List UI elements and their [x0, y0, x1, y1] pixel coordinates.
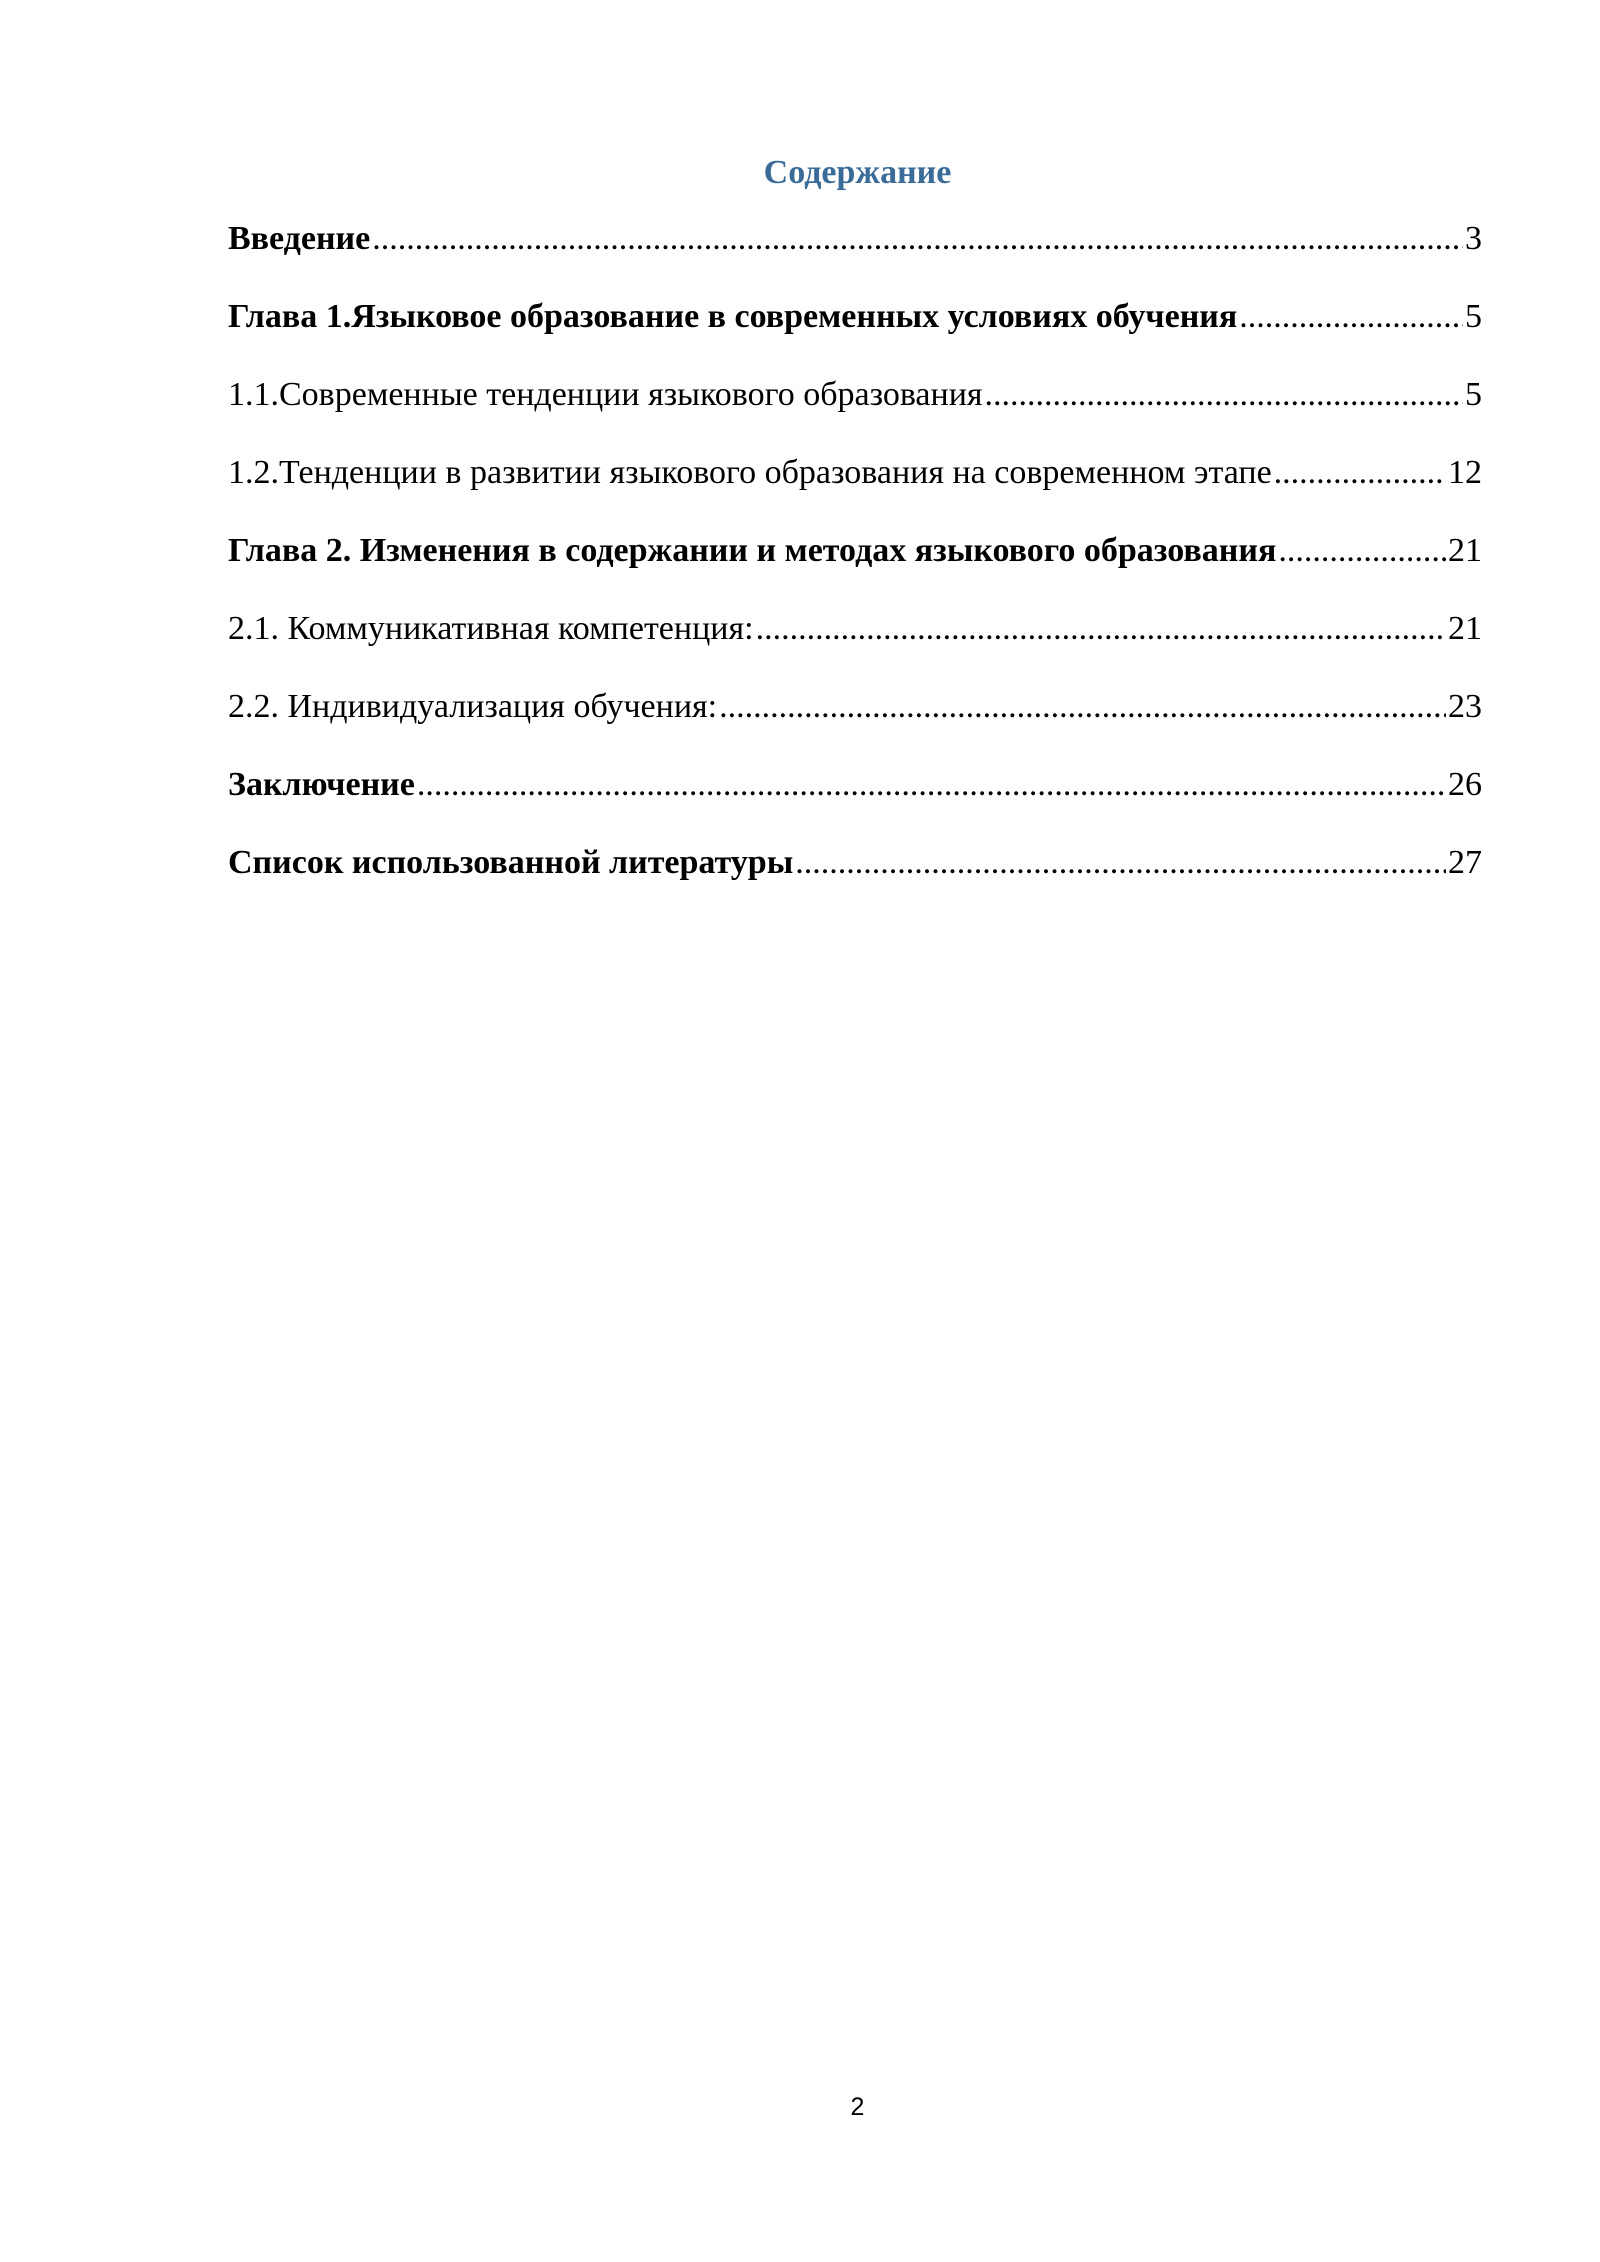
toc-entry-page: 5: [1465, 376, 1482, 413]
page-number: 2: [850, 2093, 865, 2121]
toc-entry-text: 1.2.Тенденции в развитии языкового образования на современном этапе: [228, 454, 1272, 491]
toc-entry-page: 21: [1448, 610, 1482, 647]
toc-dot-leader: [417, 758, 1446, 812]
toc-entry-bibliography[interactable]: [228, 836, 1482, 914]
toc-entry-page: 27: [1448, 844, 1482, 881]
toc-entry-chapter-1[interactable]: [228, 290, 1482, 368]
toc-entry-text: 2.1. Коммуникативная компетенция:: [228, 610, 754, 647]
toc-dot-leader: [1278, 524, 1446, 578]
toc-entry-text: Глава 1.Языковое образование в современных условиях обучения: [228, 298, 1238, 335]
toc-dot-leader: [1274, 446, 1446, 500]
toc-entry-page: 5: [1465, 298, 1482, 335]
toc-dot-leader: [985, 368, 1463, 422]
toc-entry-text: Заключение: [228, 766, 415, 803]
toc-dot-leader: [795, 836, 1446, 890]
toc-entry-section-1-2[interactable]: [228, 446, 1482, 524]
toc-entry-text: 1.1.Современные тенденции языкового образования: [228, 376, 983, 413]
toc-dot-leader: [372, 212, 1463, 266]
toc-entry-text: 2.2. Индивидуализация обучения:: [228, 688, 718, 725]
toc-entry-section-1-1[interactable]: [228, 368, 1482, 446]
toc-entry-page: 26: [1448, 766, 1482, 803]
toc-entry-section-2-1[interactable]: [228, 602, 1482, 680]
toc-entry-page: 21: [1448, 532, 1482, 569]
table-of-contents: [228, 212, 1482, 914]
toc-entry-text: Список использованной литературы: [228, 844, 794, 881]
toc-entry-page: 23: [1448, 688, 1482, 725]
toc-entry-conclusion[interactable]: [228, 758, 1482, 836]
toc-entry-introduction[interactable]: [228, 212, 1482, 290]
toc-entry-chapter-2[interactable]: [228, 524, 1482, 602]
toc-entry-text: Глава 2. Изменения в содержании и методах языкового образования: [228, 532, 1277, 569]
toc-entry-page: 3: [1465, 220, 1482, 257]
toc-dot-leader: [719, 680, 1446, 734]
toc-entry-text: Введение: [228, 220, 371, 257]
toc-entry-section-2-2[interactable]: [228, 680, 1482, 758]
toc-entry-page: 12: [1448, 454, 1482, 491]
toc-dot-leader: [756, 602, 1446, 656]
toc-dot-leader: [1239, 290, 1463, 344]
toc-title: Содержание: [763, 154, 952, 191]
